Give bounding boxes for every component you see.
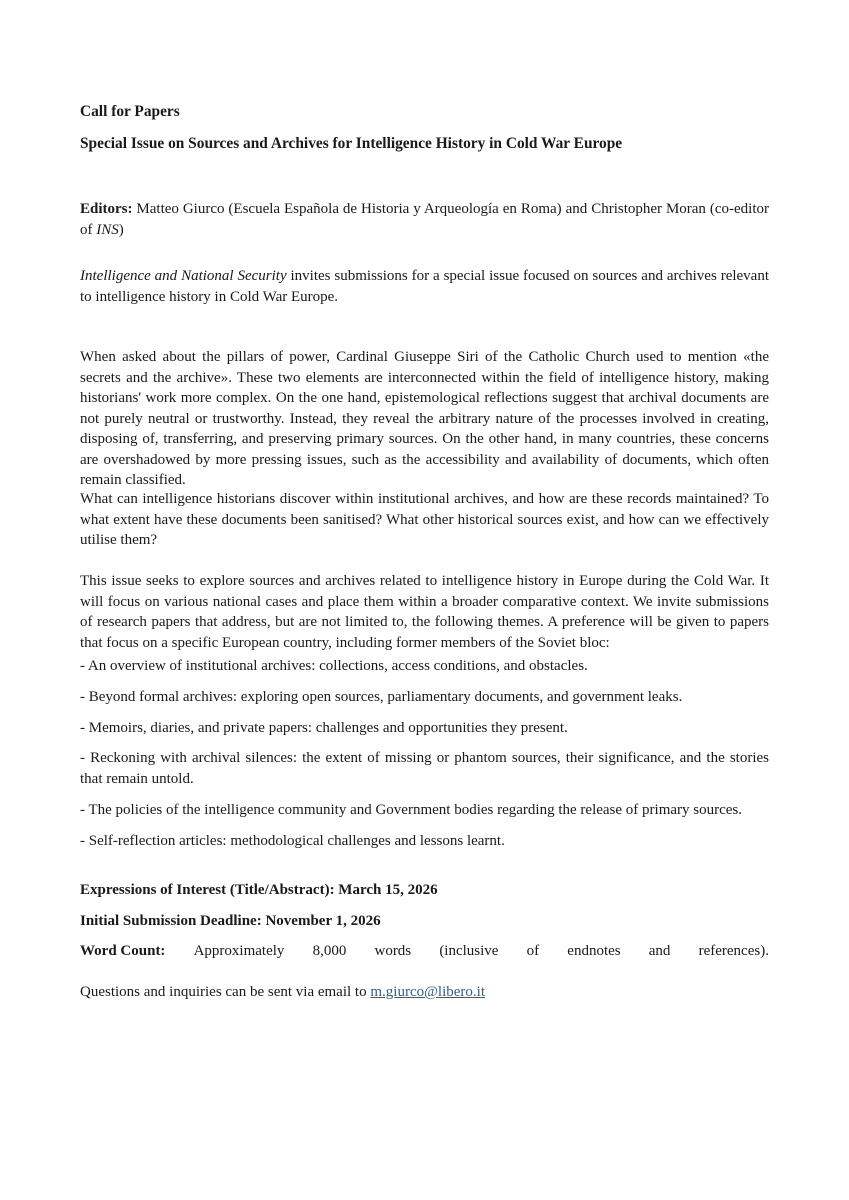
- theme-item: - Self-reflection articles: methodological challenges and lessons learnt.: [80, 833, 505, 849]
- theme-item: - Beyond formal archives: exploring open sources, parliamentary documents, and government leaks.: [80, 689, 683, 705]
- page-title: Call for Papers: [80, 103, 180, 120]
- journal-name: Intelligence and National Security: [80, 268, 287, 284]
- theme-item: - An overview of institutional archives: collections, access conditions, and obstacles.: [80, 658, 588, 674]
- questions-line: [80, 982, 769, 1003]
- body-paragraph-3: This issue seeks to explore sources and archives related to intelligence history in Europe during the Cold War. It will focus on various national cases and place them within a broader comparative context. We invite submissions of research papers that address, but are not limited to, the following themes. A preference will be given to papers that focus on a specific European country, including former members of the Soviet bloc:: [80, 573, 769, 651]
- editors-line: [80, 199, 769, 240]
- word-count-label: Word Count:: [80, 943, 166, 959]
- theme-item: - Memoirs, diaries, and private papers: challenges and opportunities they present.: [80, 720, 568, 736]
- word-count-word: words: [374, 943, 412, 959]
- word-count-word: 8,000: [312, 943, 347, 959]
- intro-paragraph: [80, 266, 769, 307]
- page-subtitle: Special Issue on Sources and Archives for Intelligence History in Cold War Europe: [80, 135, 623, 152]
- submission-deadline-text: Initial Submission Deadline: November 1, 2026: [80, 913, 381, 929]
- eoi-deadline: [80, 880, 769, 901]
- word-count-word: and: [648, 943, 671, 959]
- word-count-word: references).: [698, 943, 769, 959]
- editors-text-end: ): [118, 221, 124, 238]
- intro-text: invites submissions for a special issue focused on sources and archives relevant to intelligence history in Cold War Europe.: [80, 268, 769, 305]
- word-count-word: of: [526, 943, 540, 959]
- theme-item: - Reckoning with archival silences: the extent of missing or phantom sources, their significance, and the stories that remain untold.: [80, 750, 769, 787]
- journal-abbrev: INS: [96, 221, 119, 238]
- body-paragraph-1: When asked about the pillars of power, Cardinal Giuseppe Siri of the Catholic Church used to mention «the secrets and the archive». These two elements are interconnected within the field of intelligence history, making historians' work more complex. On the one hand, epistemological reflections suggest that archival documents are not purely neutral or trustworthy. Instead, they reveal the arbitrary nature of the processes involved in creating, disposing of, transferring, and preserving primary sources. On the other hand, in many countries, these concerns are overshadowed by more pressing issues, such as the accessibility and availability of documents, which often remain classified.: [80, 349, 769, 488]
- word-count-word: endnotes: [567, 943, 621, 959]
- email-link[interactable]: m.giurco@libero.it: [370, 984, 485, 1000]
- eoi-deadline-text: Expressions of Interest (Title/Abstract): March 15, 2026: [80, 882, 438, 898]
- questions-text: Questions and inquiries can be sent via email to: [80, 984, 371, 1000]
- submission-deadline: [80, 911, 769, 932]
- editors-text: Matteo Giurco (Escuela Española de Historia y Arqueología en Roma) and Christopher Moran (co-editor of: [80, 201, 769, 238]
- word-count-word: Approximately: [193, 943, 285, 959]
- editors-label: Editors:: [80, 201, 133, 217]
- body-paragraph-2: What can intelligence historians discover within institutional archives, and how are these records maintained? To what extent have these documents been sanitised? What other historical sources exist, and how can we effectively utilise them?: [80, 491, 769, 548]
- theme-item: - The policies of the intelligence community and Government bodies regarding the release of primary sources.: [80, 802, 743, 818]
- word-count-word: (inclusive: [439, 943, 499, 959]
- word-count-line: [80, 941, 769, 962]
